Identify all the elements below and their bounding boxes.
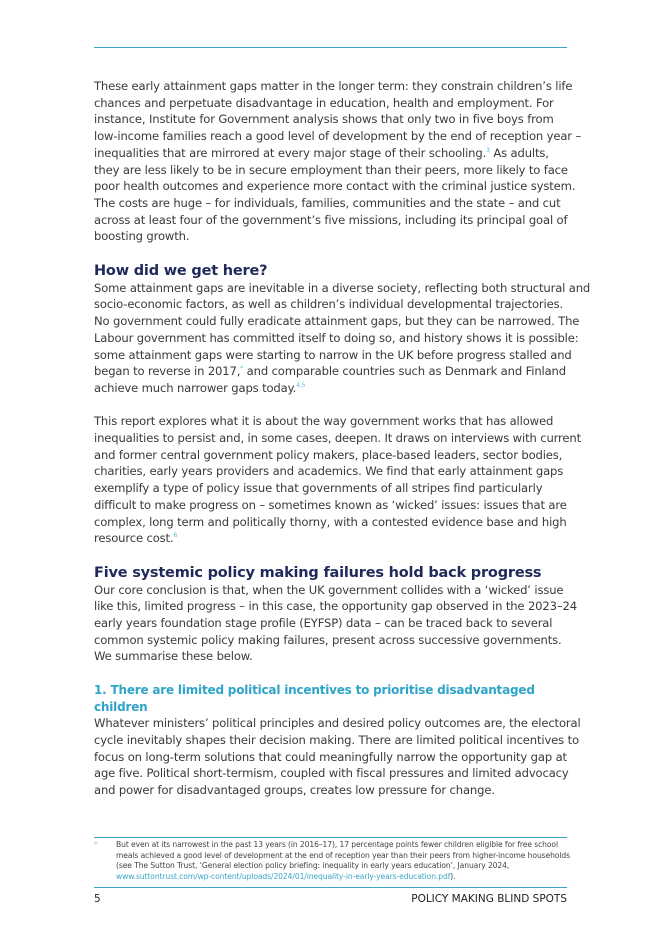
- text-line: and former central government policy makers, place-based leaders, sector bodies,: [94, 447, 563, 462]
- text-line: difficult to make progress on – sometimes known as ‘wicked’ issues: issues that are: [94, 497, 567, 512]
- footer-rule: [94, 887, 567, 888]
- text-line: focus on long-term solutions that could meaningfully narrow the opportunity gap at: [94, 749, 567, 764]
- text-line: they are less likely to be in secure employment than their peers, more likely to face: [94, 162, 568, 177]
- text-segment: began to reverse in 2017,: [94, 364, 241, 379]
- footnote-body: But even at its narrowest in the past 13 years (in 2016–17), 17 percentage points fewer children eligible for free school meals achieved a good level of development at the end of reception year than their peers from higher-income households (see The Sutton Trust, ‘General election policy briefing: inequality in early years education’, January 2024,: [116, 840, 570, 870]
- footnote-ref[interactable]: 6: [173, 532, 178, 540]
- text-line: instance, Institute for Government analysis shows that only two in five boys from: [94, 112, 554, 127]
- text-line: These early attainment gaps matter in the longer term: they constrain children’s life: [94, 79, 573, 93]
- document-title: POLICY MAKING BLIND SPOTS: [411, 893, 567, 905]
- text-line: Some attainment gaps are inevitable in a diverse society, reflecting both structural and: [94, 280, 591, 295]
- text-line: across at least four of the government’s five missions, including its principal goal of: [94, 212, 568, 227]
- text-line: No government could fully eradicate attainment gaps, but they can be narrowed. The: [94, 314, 580, 329]
- text-line: [94, 530, 570, 547]
- top-rule: [94, 47, 567, 48]
- text-line: early years foundation stage profile (EYFSP) data – can be traced back to several: [94, 616, 553, 631]
- footnote-ref[interactable]: *: [240, 365, 244, 373]
- paragraph-attainment-gaps: [94, 78, 582, 245]
- footnote-ref[interactable]: 3: [486, 146, 490, 154]
- text-line: Labour government has committed itself to doing so, and history shows it is possible:: [94, 330, 579, 345]
- text-line: We summarise these below.: [94, 649, 253, 664]
- text-segment: resource cost.: [94, 531, 174, 546]
- subheading-political-incentives: 1. There are limited political incentives to prioritise disadvantaged children: [94, 682, 535, 714]
- text-line: [94, 363, 570, 380]
- text-line: low-income families reach a good level of development by the end of reception year –: [94, 129, 582, 144]
- text-line: Whatever ministers’ political principles and desired policy outcomes are, the electoral: [94, 716, 581, 731]
- heading-how-did-we-get-here: How did we get here?: [94, 262, 268, 279]
- text-line: boosting growth.: [94, 229, 190, 244]
- text-line: [94, 380, 570, 397]
- text-line: The costs are huge – for individuals, families, communities and the state – and cut: [94, 195, 561, 210]
- text-line: poor health outcomes and experience more contact with the criminal justice system.: [94, 179, 576, 194]
- text-line: some attainment gaps were starting to narrow in the UK before progress stalled and: [94, 347, 572, 362]
- footnote-ref[interactable]: 4,5: [296, 381, 306, 389]
- text-line: age five. Political short-termism, coupled with fiscal pressures and limited advocacy: [94, 766, 569, 781]
- text-line: like this, limited progress – in this case, the opportunity gap observed in the 2023–24: [94, 599, 577, 614]
- text-line: inequalities to persist and, in some cases, deepen. It draws on interviews with current: [94, 431, 581, 446]
- footnote-marker: *: [94, 840, 98, 849]
- footnote-rule: [94, 837, 567, 838]
- text-line: chances and perpetuate disadvantage in education, health and employment. For: [94, 95, 554, 110]
- paragraph-core-conclusion: [94, 582, 577, 666]
- text-segment: and comparable countries such as Denmark and Finland: [243, 364, 566, 379]
- paragraph-attainment-gaps-inevitable: [94, 280, 591, 397]
- text-line: and power for disadvantaged groups, creates low pressure for change.: [94, 783, 495, 798]
- text-line: [94, 145, 570, 162]
- text-line: socio-economic factors, as well as children’s individual developmental trajectories.: [94, 297, 564, 312]
- heading-five-failures: Five systemic policy making failures hold back progress: [94, 564, 542, 581]
- text-line: charities, early years providers and academics. We find that early attainment gaps: [94, 464, 564, 479]
- text-segment: inequalities that are mirrored at every major stage of their schooling.: [94, 145, 487, 160]
- paragraph-political-incentives: [94, 715, 581, 799]
- page-footer: [94, 893, 567, 905]
- text-line: complex, long term and politically thorny, with a contested evidence base and high: [94, 514, 567, 529]
- text-line: common systemic policy making failures, present across successive governments.: [94, 632, 562, 647]
- text-line: cycle inevitably shapes their decision making. There are limited political incentives to: [94, 732, 579, 747]
- body-content: [94, 78, 591, 815]
- text-line: exemplify a type of policy issue that governments of all stripes find particularly: [94, 481, 543, 496]
- text-segment: As adults,: [489, 145, 549, 160]
- footnote-text: [116, 840, 570, 882]
- footnote: [94, 840, 570, 882]
- text-segment: achieve much narrower gaps today.: [94, 380, 297, 395]
- text-line: Our core conclusion is that, when the UK government collides with a ‘wicked’ issue: [94, 582, 564, 597]
- text-line: This report explores what it is about the way government works that has allowed: [94, 414, 554, 429]
- paragraph-report-explores: [94, 413, 581, 547]
- footnote-link[interactable]: www.suttontrust.com/wp-content/uploads/2024/01/inequality-in-early-years-education.pdf: [116, 871, 451, 881]
- page-number: 5: [94, 893, 101, 905]
- footnote-tail: ).: [450, 871, 456, 881]
